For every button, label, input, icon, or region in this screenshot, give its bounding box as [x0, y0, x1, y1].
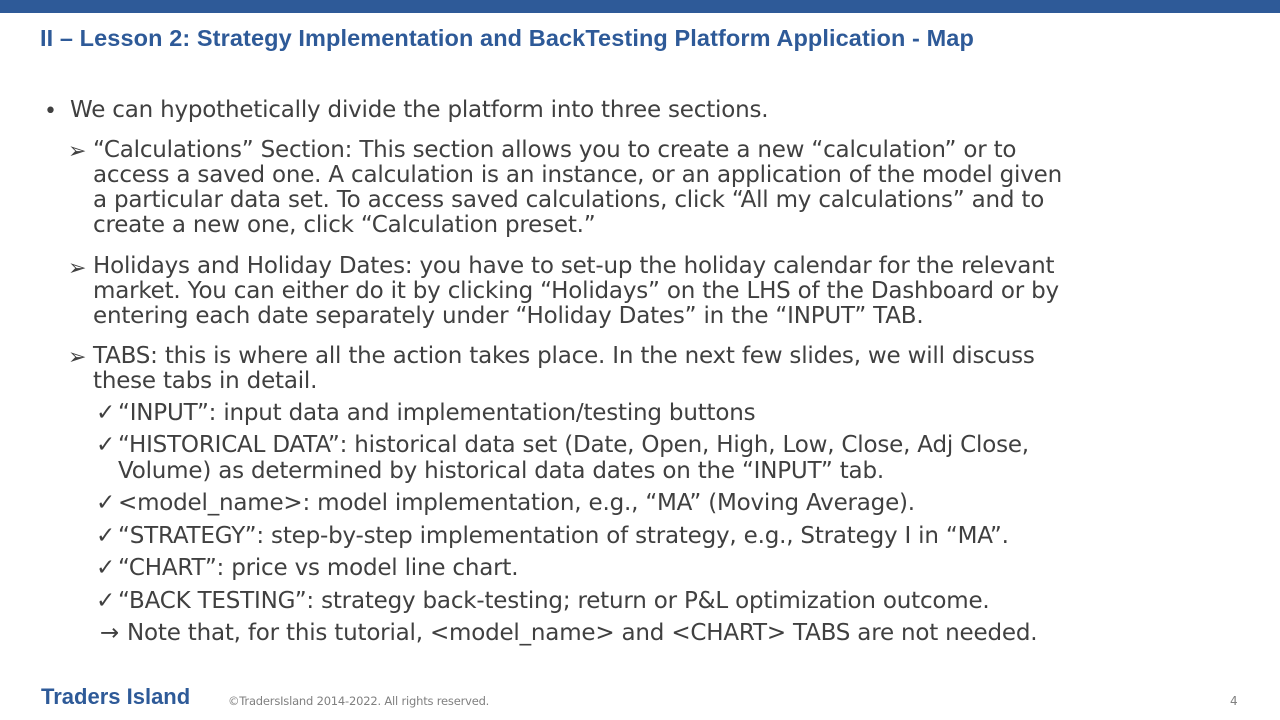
page-number: 4 — [1230, 694, 1238, 708]
intro-text: We can hypothetically divide the platform into three sections. — [70, 97, 769, 123]
section-marker-calculations: ➢ — [68, 139, 87, 164]
tab-item-historical-cont: Volume) as determined by historical data dates on the “INPUT” tab. — [118, 458, 884, 484]
tab-item-back-testing: “BACK TESTING”: strategy back-testing; return or P&L optimization outcome. — [118, 588, 990, 614]
section-marker-holidays: ➢ — [68, 256, 87, 281]
check-marker: ✓ — [96, 432, 116, 458]
check-marker: ✓ — [96, 588, 116, 614]
check-marker: ✓ — [96, 523, 116, 549]
section-marker-tabs: ➢ — [68, 345, 87, 370]
calculations-line: create a new one, click “Calculation preset.” — [93, 212, 596, 238]
tabs-line: these tabs in detail. — [93, 368, 318, 394]
tab-item-historical: “HISTORICAL DATA”: historical data set (Date, Open, High, Low, Close, Adj Close, — [118, 432, 1029, 458]
slide-title: II – Lesson 2: Strategy Implementation and BackTesting Platform Application - Map — [40, 25, 974, 51]
holidays-line: Holidays and Holiday Dates: you have to set-up the holiday calendar for the relevant — [93, 253, 1055, 279]
holidays-line: entering each date separately under “Holiday Dates” in the “INPUT” TAB. — [93, 303, 924, 329]
tab-item-model: <model_name>: model implementation, e.g., “MA” (Moving Average). — [118, 490, 915, 516]
check-marker: ✓ — [96, 400, 116, 426]
check-marker: ✓ — [96, 555, 116, 581]
bullet-marker: • — [44, 99, 57, 124]
check-marker: ✓ — [96, 490, 116, 516]
holidays-line: market. You can either do it by clicking “Holidays” on the LHS of the Dashboard or by — [93, 278, 1059, 304]
calculations-line: access a saved one. A calculation is an instance, or an application of the model given — [93, 162, 1062, 188]
note-text: Note that, for this tutorial, <model_name> and <CHART> TABS are not needed. — [127, 620, 1038, 646]
tabs-line: TABS: this is where all the action takes place. In the next few slides, we will discuss — [93, 343, 1035, 369]
tab-item-chart: “CHART”: price vs model line chart. — [118, 555, 519, 581]
footer-brand-logo: Traders Island — [41, 684, 191, 709]
tab-item-strategy: “STRATEGY”: step-by-step implementation of strategy, e.g., Strategy I in “MA”. — [118, 523, 1009, 549]
arrow-right-icon: → — [100, 620, 120, 646]
footer-copyright: ©TradersIsland 2014-2022. All rights reserved. — [228, 694, 490, 708]
tab-item-input: “INPUT”: input data and implementation/testing buttons — [118, 400, 756, 426]
calculations-line: “Calculations” Section: This section allows you to create a new “calculation” or to — [93, 137, 1017, 163]
calculations-line: a particular data set. To access saved calculations, click “All my calculations” and to — [93, 187, 1045, 213]
